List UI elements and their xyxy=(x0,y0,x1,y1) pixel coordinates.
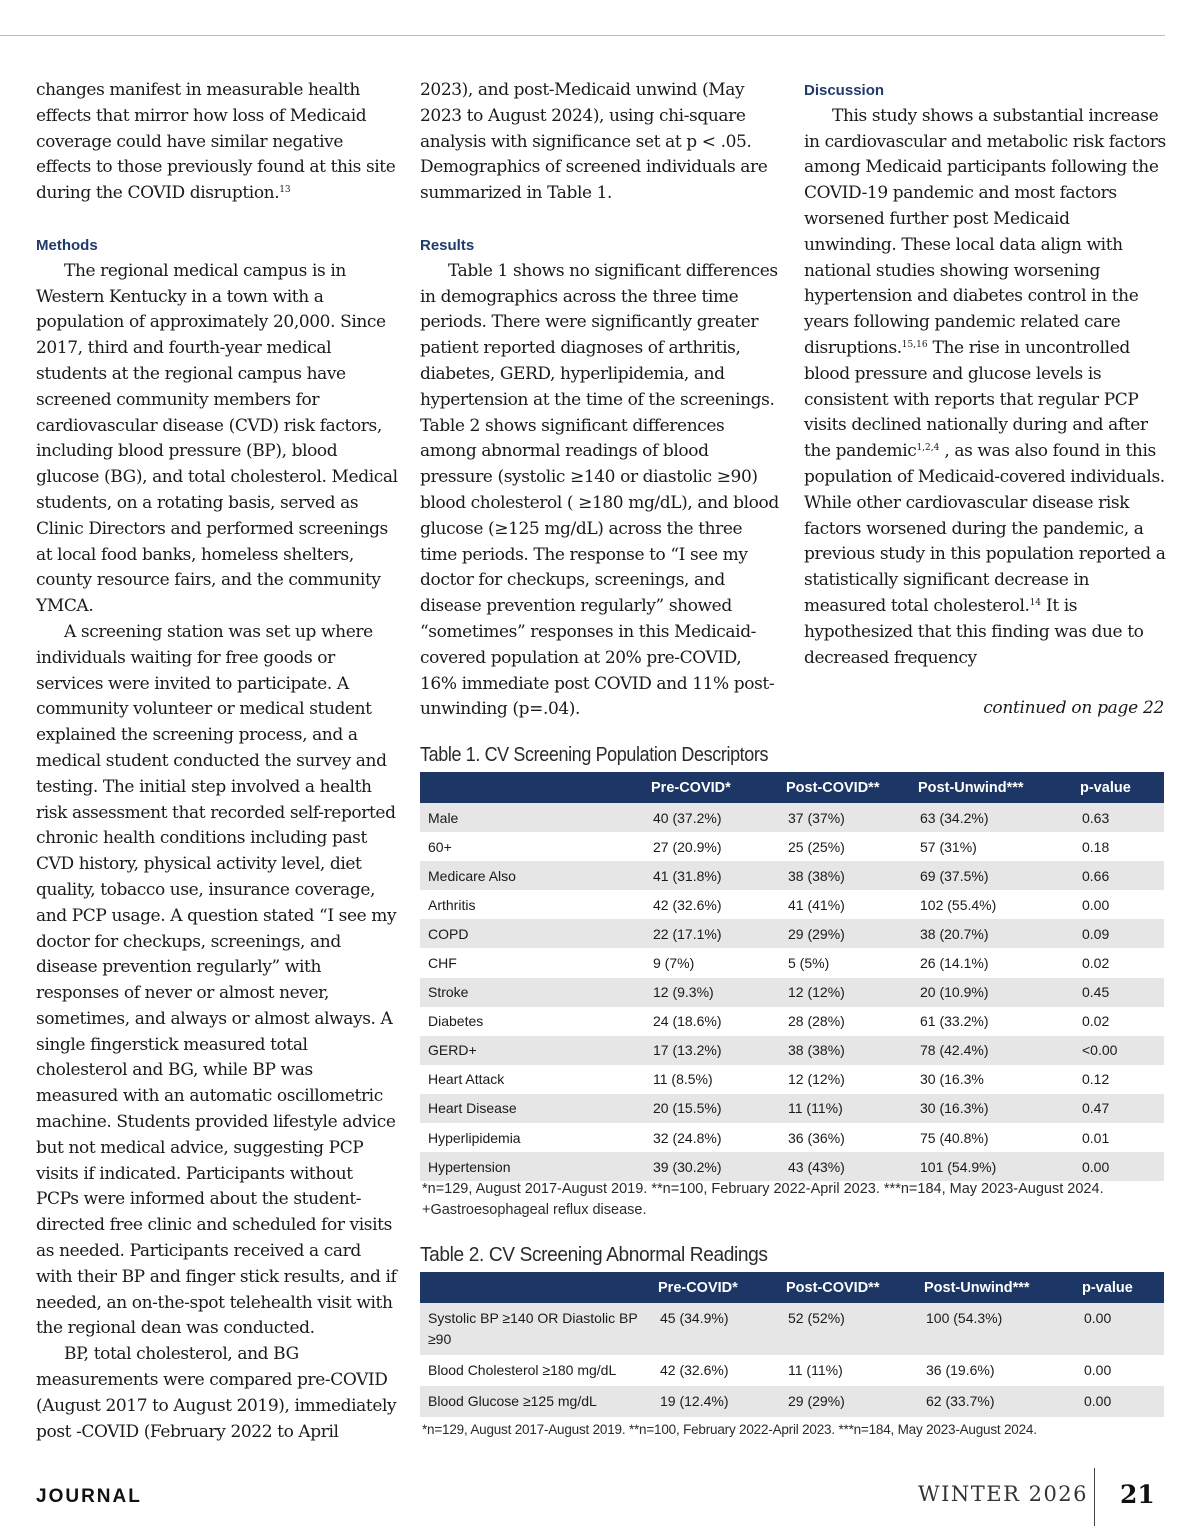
table-1-row xyxy=(420,1094,1164,1123)
table-cell: 42 (32.6%) xyxy=(653,896,722,913)
discussion-paragraph: This study shows a substantial increase in cardiovascular and metabolic risk factors among Medicaid participants following the COVID-19 pandemic and most factors worsened further post Medicaid unwinding. These local data align with national studies showing worsening hypertension and diabetes control in the years following pandemic related care disruptions.$^{15,16}$ The rise in uncontrolled blood pressure and glucose levels is consistent with reports that regular PCP visits declined nationally during and after the pandemic$^{1,2,4}$ , as was also found in this population of Medicaid-covered individuals. While other cardiovascular disease risk factors worsened during the pandemic, a previous study in this population reported a statistically significant decrease in measured total cholesterol.$^{14}$ It is hypothesized that this finding was due to decreased frequency xyxy=(804,105,1166,668)
table-cell: 17 (13.2%) xyxy=(645,1036,780,1065)
table-cell: 20 (10.9%) xyxy=(912,978,1074,1007)
table-cell: 0.01 xyxy=(1082,1129,1110,1146)
table-cell: 0.12 xyxy=(1082,1071,1110,1088)
results-heading: Results xyxy=(420,236,475,254)
table-cell: 11 (11%) xyxy=(788,1362,843,1378)
continued-note: continued on page 22 xyxy=(983,698,1164,718)
row-label: Heart Attack xyxy=(428,1071,505,1088)
table-cell: 0.18 xyxy=(1082,838,1110,855)
table-cell: 41 (31.8%) xyxy=(645,861,780,890)
table-cell: 11 (11%) xyxy=(780,1094,912,1123)
methods-continued-paragraph: 2023), and post-Medicaid unwind (May 2023 to August 2024), using chi-square analysis with significance set at p < .05. Demographics of screened individuals are summarized in Table 1. xyxy=(420,80,768,204)
table-cell: 25 (25%) xyxy=(788,838,845,855)
table-cell: 62 (33.7%) xyxy=(918,1386,1076,1417)
issue-label: WINTER 2026 xyxy=(918,1482,1089,1506)
table-cell: <0.00 xyxy=(1074,1036,1164,1065)
table-1-row xyxy=(420,919,1164,948)
table-2-header-p-value: p-value xyxy=(1076,1272,1164,1303)
table-1-row xyxy=(420,861,1164,890)
table-cell: 36 (19.6%) xyxy=(926,1362,995,1378)
row-label: 60+ xyxy=(428,838,452,855)
table-1-row xyxy=(420,803,1164,832)
citation-13: 13 xyxy=(279,185,291,196)
methods-heading: Methods xyxy=(36,236,98,254)
table-cell: 101 (54.9%) xyxy=(912,1152,1074,1181)
table-cell: 78 (42.4%) xyxy=(912,1036,1074,1065)
table-cell: 38 (20.7%) xyxy=(912,919,1074,948)
table-cell: 0.02 xyxy=(1082,1013,1110,1030)
table-cell: 28 (28%) xyxy=(788,1013,845,1030)
row-label: Stroke xyxy=(420,978,645,1007)
table-2-row xyxy=(420,1303,1164,1355)
results-paragraph: Table 1 shows no significant differences in demographics across the three time periods. There were significantly greater patient reported diagnoses of arthritis, diabetes, GERD, hyperlipidemia, and hypertension at the time of the screenings. Table 2 shows significant differences among abnormal readings of blood pressure (systolic ≥140 or diastolic ≥90) blood cholesterol ( ≥180 mg/dL), and blood glucose (≥125 mg/dL) across the three time periods. The response to “I see my doctor for checkups, screenings, and disease prevention regularly” showed “sometimes” responses in this Medicaid-covered population at 20% pre-COVID, 16% immediate post COVID and 11% post-unwinding (p=.04). xyxy=(420,260,779,720)
table-2-header-label xyxy=(420,1272,652,1303)
table-cell: 22 (17.1%) xyxy=(645,919,780,948)
table-1-header-row xyxy=(420,772,1164,803)
table-2-footnote: *n=129, August 2017-August 2019. **n=100, February 2022-April 2023. ***n=184, May 2023-August 2024. xyxy=(422,1422,1037,1437)
table-cell: 0.09 xyxy=(1074,919,1164,948)
row-label: COPD xyxy=(420,919,645,948)
table-cell: 0.00 xyxy=(1082,896,1110,913)
table-1-header-label xyxy=(420,772,645,803)
methods-paragraph-1: The regional medical campus is in Western Kentucky in a town with a population of approximately 20,000. Since 2017, third and fourth-year medical students at the regional campus have screened community members for cardiovascular disease (CVD) risk factors, including blood pressure (BP), blood glucose (BG), and total cholesterol. Medical students, on a rotating basis, served as Clinic Directors and performed screenings at local food banks, homeless shelters, county resource fairs, and the community YMCA. xyxy=(36,260,398,617)
row-label: Diabetes xyxy=(428,1013,484,1030)
row-label: Hypertension xyxy=(420,1152,645,1181)
table-cell: 27 (20.9%) xyxy=(653,838,722,855)
table-cell: 29 (29%) xyxy=(780,1386,918,1417)
table-cell: 69 (37.5%) xyxy=(912,861,1074,890)
table-1-caption: Table 1. CV Screening Population Descriptors xyxy=(420,744,769,766)
methods-paragraph-2: A screening station was set up where individuals waiting for free goods or services were invited to participate. A community volunteer or medical student explained the screening process, and a medical student conducted the survey and testing. The initial step involved a health risk assessment that recorded self-reported chronic health conditions including past CVD history, physical activity level, diet quality, tobacco use, insurance coverage, and PCP usage. A question stated “I see my doctor for checkups, screenings, and disease prevention regularly” with responses of never or almost never, sometimes, and always or almost always. A single fingerstick measured total cholesterol and BG, while BP was measured with an automatic oscillometric machine. Students provided lifestyle advice but not medical advice, suggesting PCP visits if indicated. Participants without PCPs were informed about the student-directed free clinic and scheduled for visits as needed. Participants received a card with their BP and finger stick results, and if needed, an on-the-spot telehealth visit with the regional dean was conducted. xyxy=(36,621,397,1339)
row-label: GERD+ xyxy=(420,1036,645,1065)
table-cell: 30 (16.3%) xyxy=(912,1094,1074,1123)
citation-15-16: 15,16 xyxy=(901,339,928,350)
table-cell: 52 (52%) xyxy=(780,1303,918,1355)
table-cell: 102 (55.4%) xyxy=(920,896,997,913)
table-cell: 42 (32.6%) xyxy=(660,1362,729,1378)
table-1-row xyxy=(420,1123,1164,1152)
table-2-header-post-covid: Post-COVID** xyxy=(780,1272,918,1303)
table-cell: 38 (38%) xyxy=(780,861,912,890)
table-cell: 100 (54.3%) xyxy=(918,1303,1076,1355)
footer-divider xyxy=(1094,1468,1095,1526)
top-rule xyxy=(0,35,1165,36)
table-2-row xyxy=(420,1386,1164,1417)
row-label: Hyperlipidemia xyxy=(428,1129,521,1146)
table-1-footnote-line-2: +Gastroesophageal reflux disease. xyxy=(422,1202,647,1218)
table-cell: 29 (29%) xyxy=(780,919,912,948)
row-label: Arthritis xyxy=(428,896,476,913)
table-1-row xyxy=(420,1152,1164,1181)
table-1-row xyxy=(420,948,1164,977)
table-1-row xyxy=(420,978,1164,1007)
table-cell: 32 (24.8%) xyxy=(653,1129,722,1146)
page-number: 21 xyxy=(1120,1480,1155,1509)
row-label: Medicare Also xyxy=(420,861,645,890)
table-cell: 12 (9.3%) xyxy=(645,978,780,1007)
table-cell: 19 (12.4%) xyxy=(652,1386,780,1417)
row-label: Systolic BP ≥140 OR Diastolic BP ≥90 xyxy=(420,1303,652,1355)
citation-1-2-4: 1,2,4 xyxy=(916,443,940,454)
table-1 xyxy=(420,772,1164,1181)
table-cell: 30 (16.3% xyxy=(920,1071,984,1088)
discussion-heading: Discussion xyxy=(804,82,885,99)
table-2-header-post-unwind: Post-Unwind*** xyxy=(918,1272,1076,1303)
table-cell: 37 (37%) xyxy=(780,803,912,832)
row-label: Heart Disease xyxy=(420,1094,645,1123)
table-1-row xyxy=(420,832,1164,861)
table-cell: 11 (8.5%) xyxy=(653,1071,713,1088)
table-cell: 0.66 xyxy=(1074,861,1164,890)
table-cell: 41 (41%) xyxy=(788,896,845,913)
row-label: CHF xyxy=(428,955,457,972)
table-cell: 39 (30.2%) xyxy=(645,1152,780,1181)
intro-paragraph: changes manifest in measurable health effects that mirror how loss of Medicaid coverage could have similar negative effects to those previously found at this site during the COVID disruption.$^{13}$ xyxy=(36,80,396,204)
table-1-footnote-line-1: *n=129, August 2017-August 2019. **n=100, February 2022-April 2023. ***n=184, May 2023-August 2024. xyxy=(422,1181,1104,1197)
column-2 xyxy=(420,78,780,723)
table-cell: 36 (36%) xyxy=(788,1129,845,1146)
table-cell: 0.00 xyxy=(1074,1152,1164,1181)
table-2-row xyxy=(420,1355,1164,1386)
table-cell: 45 (34.9%) xyxy=(652,1303,780,1355)
table-cell: 5 (5%) xyxy=(788,955,830,972)
table-1-header-post-covid: Post-COVID** xyxy=(780,772,912,803)
table-cell: 57 (31%) xyxy=(920,838,977,855)
row-label: Male xyxy=(420,803,645,832)
table-cell: 0.00 xyxy=(1076,1386,1164,1417)
table-2-header-pre-covid: Pre-COVID* xyxy=(652,1272,780,1303)
table-cell: 0.00 xyxy=(1084,1362,1112,1378)
row-label: Blood Glucose ≥125 mg/dL xyxy=(420,1386,652,1417)
table-cell: 38 (38%) xyxy=(780,1036,912,1065)
table-cell: 0.45 xyxy=(1074,978,1164,1007)
table-2 xyxy=(420,1272,1164,1417)
table-cell: 43 (43%) xyxy=(780,1152,912,1181)
table-cell: 63 (34.2%) xyxy=(912,803,1074,832)
table-cell: 12 (12%) xyxy=(788,1071,845,1088)
column-3 xyxy=(804,78,1166,671)
citation-14: 14 xyxy=(1029,597,1042,608)
table-1-header-pre-covid: Pre-COVID* xyxy=(645,772,780,803)
table-cell: 0.00 xyxy=(1076,1303,1164,1355)
table-cell: 61 (33.2%) xyxy=(920,1013,989,1030)
table-cell: 24 (18.6%) xyxy=(653,1013,722,1030)
table-1-row xyxy=(420,1036,1164,1065)
row-label: Blood Cholesterol ≥180 mg/dL xyxy=(428,1362,617,1378)
journal-name: JOURNAL xyxy=(36,1486,142,1507)
table-cell: 75 (40.8%) xyxy=(920,1129,989,1146)
table-cell: 0.02 xyxy=(1082,955,1110,972)
table-cell: 20 (15.5%) xyxy=(645,1094,780,1123)
table-2-caption: Table 2. CV Screening Abnormal Readings xyxy=(420,1244,768,1266)
table-cell: 0.63 xyxy=(1074,803,1164,832)
table-1-header-post-unwind: Post-Unwind*** xyxy=(912,772,1074,803)
table-1-footnote xyxy=(422,1179,1164,1221)
table-1-row xyxy=(420,890,1164,919)
table-cell: 0.47 xyxy=(1074,1094,1164,1123)
table-1-row xyxy=(420,1065,1164,1094)
table-2-header-row xyxy=(420,1272,1164,1303)
table-cell: 12 (12%) xyxy=(780,978,912,1007)
methods-paragraph-3: BP, total cholesterol, and BG measurements were compared pre-COVID (August 2017 to August 2019), immediately post -COVID (February 2022 to April xyxy=(36,1344,397,1442)
table-1-row xyxy=(420,1007,1164,1036)
column-1 xyxy=(36,78,398,1445)
table-cell: 26 (14.1%) xyxy=(920,955,989,972)
table-cell: 9 (7%) xyxy=(653,955,695,972)
table-cell: 40 (37.2%) xyxy=(645,803,780,832)
table-1-header-p-value: p-value xyxy=(1074,772,1164,803)
